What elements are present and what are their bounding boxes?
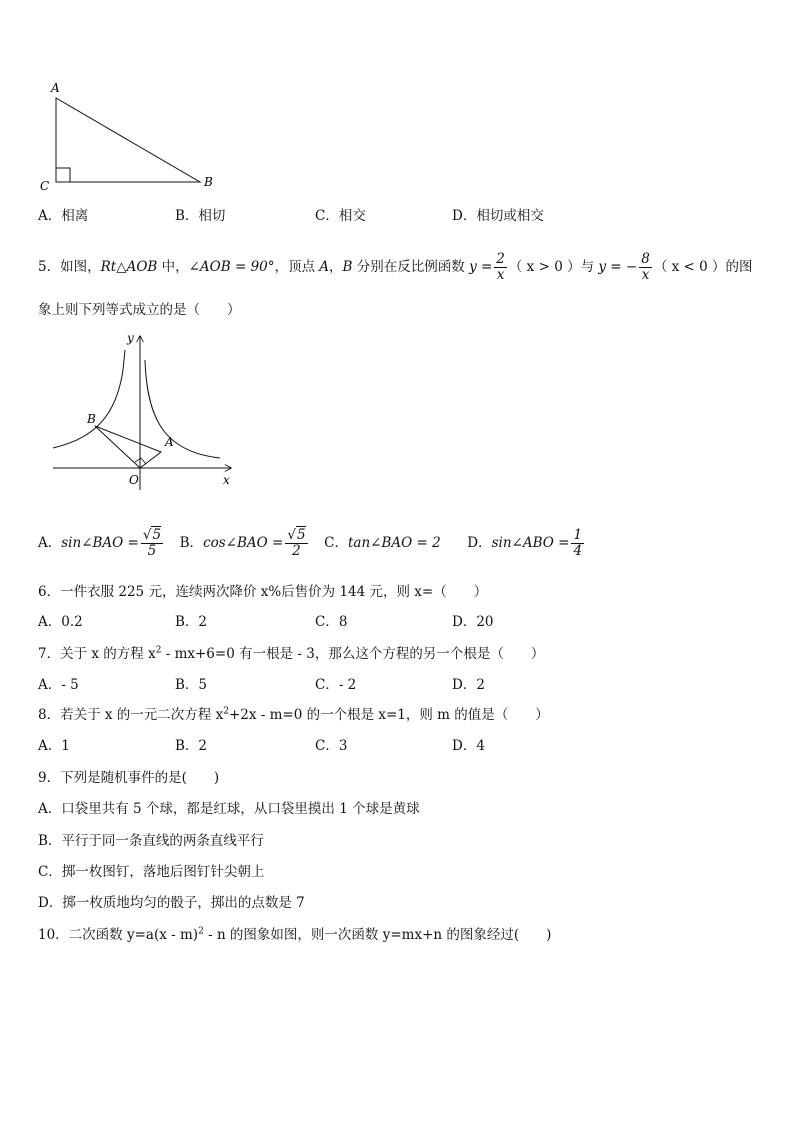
q7-text-b: - mx+6=0 有一根是 - 3，那么这个方程的另一个根是（ ） bbox=[161, 646, 545, 662]
q5-stem-line2: 象上则下列等式成立的是（ ） bbox=[38, 302, 241, 318]
q5-b-prefix: B． bbox=[179, 535, 204, 551]
q9-option-a[interactable]: A．口袋里共有 5 个球，都是红球，从口袋里摸出 1 个球是黄球 bbox=[38, 801, 420, 817]
label-c: C bbox=[40, 179, 50, 193]
q5-f1-den: x bbox=[496, 267, 505, 283]
q5-c-expr: tan∠BAO = 2 bbox=[347, 535, 441, 551]
q8-option-c[interactable]: C．3 bbox=[315, 738, 348, 754]
q5-f2-num: 8 bbox=[641, 251, 650, 267]
q8-stem bbox=[38, 706, 549, 724]
q5-option-d[interactable] bbox=[467, 527, 586, 559]
q5-option-a[interactable] bbox=[38, 527, 165, 559]
q8-text-b: +2x - m=0 的一个根是 x=1，则 m 的值是（ ） bbox=[228, 707, 549, 723]
q5-mid: ，顶点 bbox=[274, 259, 320, 275]
q7-option-a[interactable]: A．- 5 bbox=[38, 677, 79, 693]
q5-option-b[interactable] bbox=[179, 527, 310, 559]
q5-options-row bbox=[38, 528, 586, 559]
q5-aob: AOB bbox=[126, 259, 158, 275]
q5-a-num-wrap: √5 bbox=[142, 527, 162, 543]
q7-option-d[interactable]: D．2 bbox=[452, 677, 485, 693]
label-a: A bbox=[165, 435, 174, 449]
q5-option-c[interactable] bbox=[324, 535, 441, 551]
q5-b-expr: cos∠BAO = bbox=[203, 535, 284, 551]
label-b: B bbox=[87, 412, 96, 426]
q10-stem bbox=[38, 926, 551, 944]
q8-option-b[interactable]: B．2 bbox=[175, 738, 208, 754]
q8-sup: 2 bbox=[223, 706, 229, 717]
q7-option-b[interactable]: B．5 bbox=[175, 677, 208, 693]
triangle-shape bbox=[56, 98, 200, 182]
q5-b-num: 5 bbox=[296, 527, 306, 543]
q5-rt: Rt bbox=[100, 259, 117, 275]
q4-option-b[interactable]: B．相切 bbox=[175, 208, 226, 224]
q5-a: A bbox=[319, 259, 330, 275]
q5-b-num-wrap: √5 bbox=[287, 527, 306, 543]
hyperbola-figure bbox=[45, 330, 245, 490]
q9-option-b[interactable]: B．平行于同一条直线的两条直线平行 bbox=[38, 833, 264, 849]
q4-option-c[interactable]: C．相交 bbox=[315, 208, 366, 224]
q10-text-b: - n 的图象如图，则一次函数 y=mx+n 的图象经过( ) bbox=[203, 927, 552, 943]
q5-d-den: 4 bbox=[573, 543, 583, 559]
label-y: y bbox=[127, 331, 134, 345]
q6-option-a[interactable]: A．0.2 bbox=[38, 614, 83, 630]
label-a: A bbox=[51, 81, 60, 95]
triangle-figure bbox=[30, 78, 230, 196]
label-x: x bbox=[223, 473, 230, 487]
q5-cond2: （ x < 0 ）的图 bbox=[653, 259, 753, 275]
q4-option-a[interactable]: A．相离 bbox=[38, 208, 89, 224]
q8-option-d[interactable]: D．4 bbox=[452, 738, 485, 754]
q5-in: 中， bbox=[157, 259, 189, 275]
q4-option-d[interactable]: D．相切或相交 bbox=[452, 208, 544, 224]
q5-d-prefix: D． bbox=[467, 535, 492, 551]
triangle-aob bbox=[95, 426, 161, 468]
q8-option-a[interactable]: A．1 bbox=[38, 738, 70, 754]
q5-y1: y = bbox=[469, 259, 493, 275]
q5-fraction-2 bbox=[639, 252, 652, 283]
q9-stem: 9．下列是随机事件的是( ) bbox=[38, 770, 220, 786]
q5-prefix: 5．如图， bbox=[38, 259, 101, 275]
q5-a-expr: sin∠BAO = bbox=[61, 535, 139, 551]
right-branch bbox=[145, 360, 220, 458]
q5-a-prefix: A． bbox=[38, 535, 62, 551]
q5-fraction-1 bbox=[494, 252, 507, 283]
q5-b-den: 2 bbox=[292, 543, 301, 559]
q8-text-a: 8．若关于 x 的一元二次方程 x bbox=[38, 707, 224, 723]
q5-f2-den: x bbox=[641, 267, 650, 283]
q6-stem: 6．一件衣服 225 元，连续两次降价 x%后售价为 144 元，则 x=（ ） bbox=[38, 584, 488, 600]
q5-y2: y = − bbox=[598, 259, 638, 275]
q5-stem-line1 bbox=[38, 252, 753, 283]
q5-d-expr: sin∠ABO = bbox=[491, 535, 570, 551]
q5-d-num: 1 bbox=[573, 527, 583, 543]
right-angle-mark bbox=[56, 168, 70, 182]
q5-a-den: 5 bbox=[147, 543, 157, 559]
q7-stem bbox=[38, 645, 544, 663]
label-b: B bbox=[204, 175, 213, 189]
q5-a-frac bbox=[141, 528, 163, 559]
q7-sup: 2 bbox=[155, 645, 162, 656]
q6-option-c[interactable]: C．8 bbox=[315, 614, 348, 630]
q10-sup: 2 bbox=[198, 926, 204, 937]
q7-option-c[interactable]: C．- 2 bbox=[315, 677, 357, 693]
q6-option-d[interactable]: D．20 bbox=[452, 614, 494, 630]
q7-text-a: 7．关于 x 的方程 x bbox=[38, 646, 156, 662]
q5-f1-num: 2 bbox=[496, 251, 505, 267]
q5-cond1: （ x > 0 ）与 bbox=[508, 259, 599, 275]
q5-tri: △ bbox=[116, 259, 127, 275]
q5-mid2: 分别在反比例函数 bbox=[352, 259, 470, 275]
q5-angle: ∠AOB = 90° bbox=[188, 259, 275, 275]
q6-option-b[interactable]: B．2 bbox=[175, 614, 208, 630]
q5-c-prefix: C． bbox=[324, 535, 348, 551]
q5-a-num: 5 bbox=[152, 527, 162, 543]
q10-text-a: 10．二次函数 y=a(x - m) bbox=[38, 927, 199, 943]
q5-b-frac bbox=[285, 528, 307, 559]
q9-option-c[interactable]: C．掷一枚图钉，落地后图钉针尖朝上 bbox=[38, 864, 265, 880]
q5-d-frac bbox=[571, 528, 584, 559]
q5-b: B bbox=[342, 259, 353, 275]
q9-option-d[interactable]: D．掷一枚质地均匀的骰子，掷出的点数是 7 bbox=[38, 895, 305, 911]
label-o: O bbox=[129, 473, 139, 487]
q5-comma: ， bbox=[329, 259, 343, 275]
